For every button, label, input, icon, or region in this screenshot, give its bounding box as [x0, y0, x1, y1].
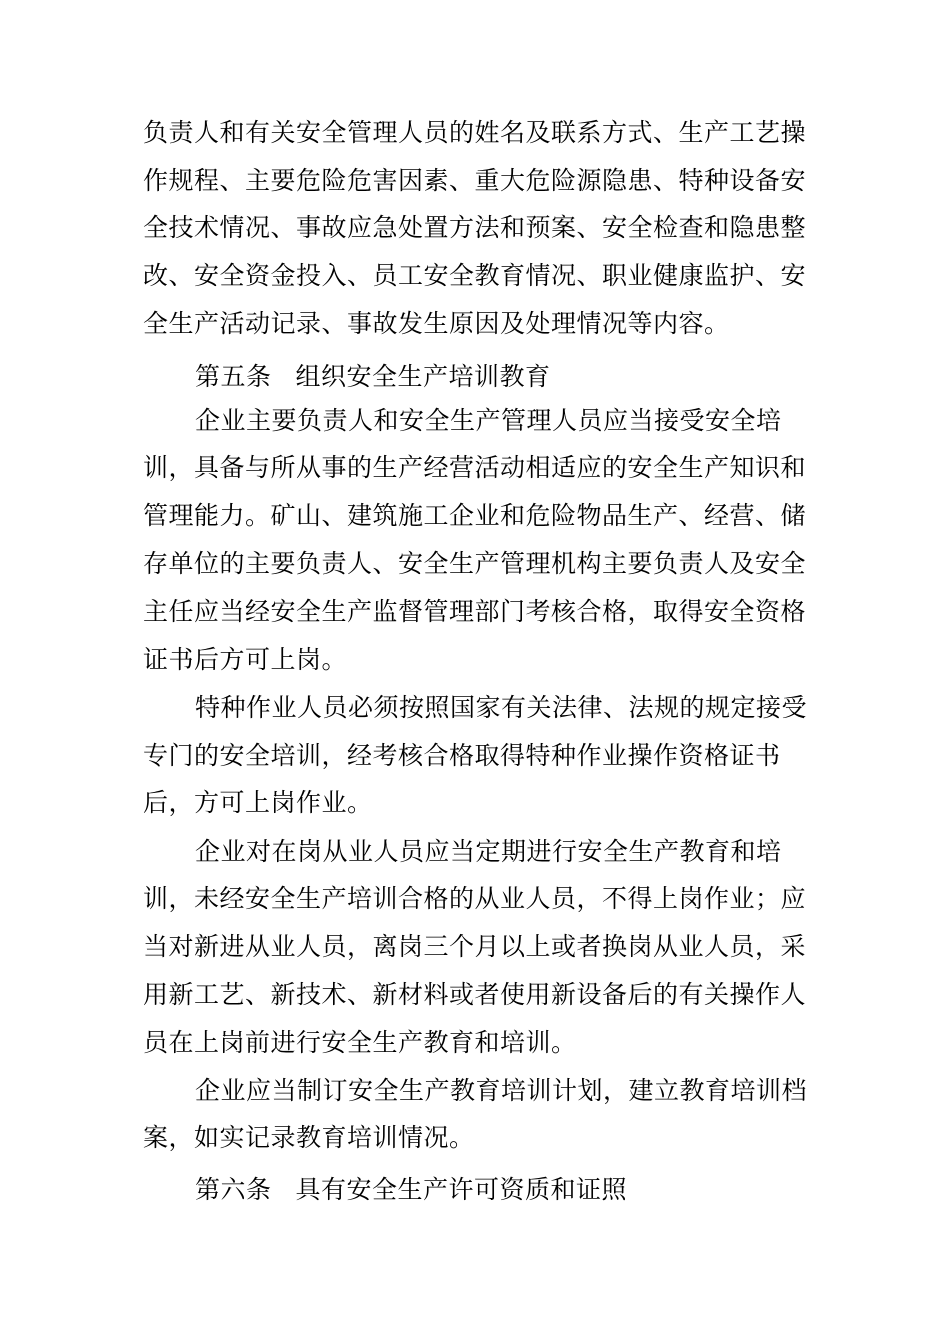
body-line: 管理能力。矿山、建筑施工企业和危险物品生产、经营、储 [143, 501, 807, 530]
body-line: 存单位的主要负责人、安全生产管理机构主要负责人及安全 [143, 549, 807, 578]
body-line: 后，方可上岗作业。 [143, 788, 373, 817]
body-line: 训，未经安全生产培训合格的从业人员，不得上岗作业；应 [143, 884, 807, 913]
article-6-heading [195, 1170, 627, 1210]
article-6-title: 具有安全生产许可资质和证照 [295, 1175, 628, 1204]
paragraph-first-line: 企业应当制订安全生产教育培训计划，建立教育培训档 [195, 1076, 808, 1105]
body-line: 作规程、主要危险危害因素、重大危险源隐患、特种设备安 [143, 166, 807, 195]
body-line: 案，如实记录教育培训情况。 [143, 1123, 475, 1152]
body-line: 用新工艺、新技术、新材料或者使用新设备后的有关操作人 [143, 980, 807, 1009]
body-line: 员在上岗前进行安全生产教育和培训。 [143, 1028, 577, 1057]
article-5-number: 第五条 [195, 362, 272, 391]
body-line: 全技术情况、事故应急处置方法和预案、安全检查和隐患整 [143, 213, 807, 242]
paragraph-first-line: 企业主要负责人和安全生产管理人员应当接受安全培 [195, 406, 782, 435]
paragraph-first-line: 企业对在岗从业人员应当定期进行安全生产教育和培 [195, 837, 782, 866]
body-line: 主任应当经安全生产监督管理部门考核合格，取得安全资格 [143, 597, 807, 626]
body-line: 负责人和有关安全管理人员的姓名及联系方式、生产工艺操 [143, 118, 807, 147]
body-line: 专门的安全培训，经考核合格取得特种作业操作资格证书 [143, 741, 781, 770]
article-5-heading [195, 357, 551, 397]
body-line: 训，具备与所从事的生产经营活动相适应的安全生产知识和 [143, 453, 807, 482]
article-6-number: 第六条 [195, 1175, 272, 1204]
body-line: 当对新进从业人员，离岗三个月以上或者换岗从业人员，采 [143, 932, 807, 961]
body-line: 改、安全资金投入、员工安全教育情况、职业健康监护、安 [143, 261, 807, 290]
body-line: 证书后方可上岗。 [143, 645, 348, 674]
body-line: 全生产活动记录、事故发生原因及处理情况等内容。 [143, 309, 730, 338]
article-5-title: 组织安全生产培训教育 [295, 362, 551, 391]
paragraph-first-line: 特种作业人员必须按照国家有关法律、法规的规定接受 [195, 693, 808, 722]
